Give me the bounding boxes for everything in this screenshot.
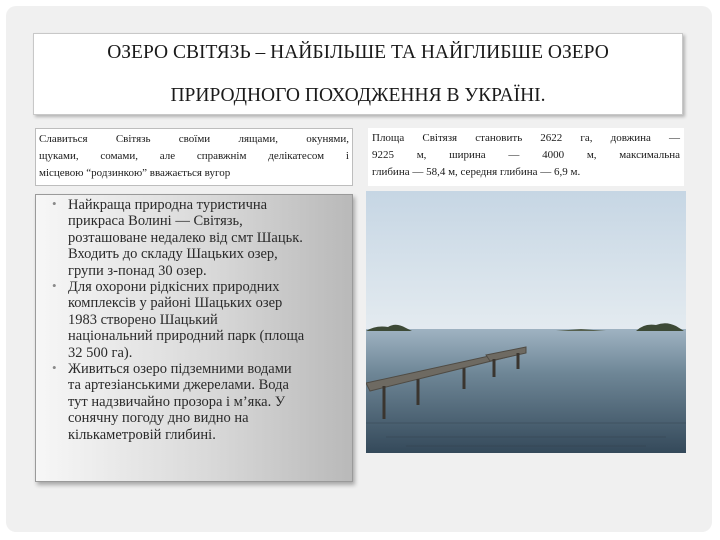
caption-left-line: місцевою “родзинкою” вважається вугор xyxy=(39,167,231,179)
bullet-line: та артезіанськими джерелами. Вода xyxy=(68,377,289,394)
bullet-dot-icon: • xyxy=(52,196,57,211)
bullet-line: національний природний парк (площа xyxy=(68,328,305,345)
bullet-line: 32 500 га). xyxy=(68,344,133,361)
title-line-2: ПРИРОДНОГО ПОХОДЖЕННЯ В УКРАЇНІ. xyxy=(170,85,546,106)
caption-right xyxy=(368,128,684,186)
bullet-line: Входить до складу Шацьких озер, xyxy=(68,246,278,263)
bullet-line: Найкраща природна туристична xyxy=(68,197,268,213)
bullet-line: групи з-понад 30 озер. xyxy=(68,262,207,279)
bullet-line: кількаметровій глибині. xyxy=(68,426,216,443)
title-line-1: ОЗЕРО СВІТЯЗЬ – НАЙБІЛЬШЕ ТА НАЙГЛИБШЕ ОЗЕРО xyxy=(107,42,609,63)
bullet-line: сонячну погоду дно видно на xyxy=(68,410,249,427)
sky xyxy=(366,191,686,331)
caption-left-line: щуками, сомами, але справжнім делікатесом і xyxy=(39,150,349,162)
bullet-line: комплексів у районі Шацьких озер xyxy=(68,295,283,312)
title-box xyxy=(33,33,683,115)
caption-right-line: 9225 м, ширина — 4000 м, максимальна xyxy=(372,149,680,161)
bullet-line: тут надзвичайно прозора і м’яка. У xyxy=(68,393,286,410)
caption-left-line: Славиться Світязь своїми лящами, окунями, xyxy=(39,133,349,145)
bullet-line: розташоване недалеко від смт Шацьк. xyxy=(68,229,303,246)
lake-pier-photo xyxy=(366,191,686,453)
bullet-line: прикраса Волині — Світязь, xyxy=(68,213,243,230)
bullet-item xyxy=(46,279,346,361)
bullet-line: Живиться озеро підземними водами xyxy=(68,361,292,378)
caption-right-line: глибина — 58,4 м, середня глибина — 6,9 м. xyxy=(372,166,581,178)
bullet-dot-icon: • xyxy=(52,278,57,294)
bullet-line: Для охорони рідкісних природних xyxy=(68,279,280,296)
lake-pier-image xyxy=(366,191,686,453)
caption-right-line: Площа Світязя становить 2622 га, довжина — xyxy=(372,132,680,144)
bullet-item xyxy=(46,361,346,443)
bullet-list xyxy=(46,197,346,443)
bullet-dot-icon: • xyxy=(52,360,57,376)
caption-left xyxy=(35,128,353,186)
bullet-line: 1983 створено Шацький xyxy=(68,311,218,328)
bullet-item xyxy=(46,197,346,279)
bullet-text-box xyxy=(35,194,353,482)
